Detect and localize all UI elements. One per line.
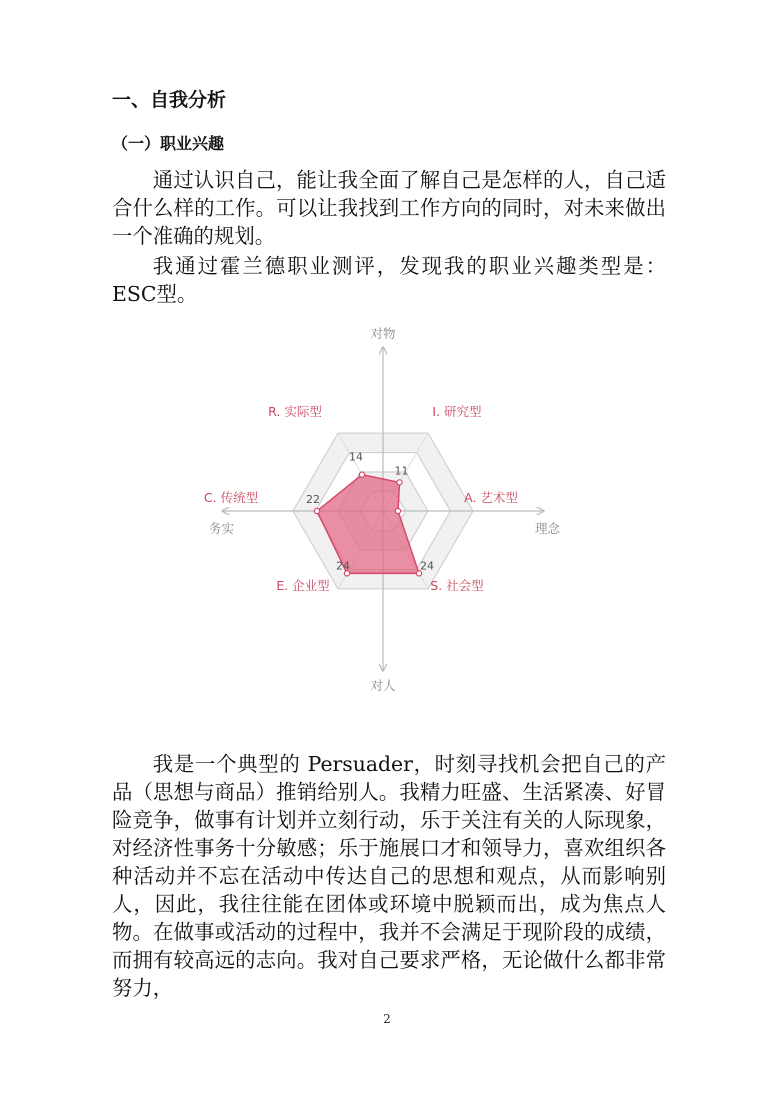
paragraph-intro: 通过认识自己，能让我全面了解自己是怎样的人，自己适合什么样的工作。可以让我找到工作方向的同时，对未来做出一个准确的规划。 [112,168,666,248]
value-label-4: 24 [420,559,434,573]
data-point-3 [395,508,400,513]
section-heading: 一、自我分析 [112,89,227,111]
value-label-5: 24 [336,559,350,573]
category-label-6: C. 传统型 [203,490,259,505]
axis-label-bottom: 对人 [370,678,396,693]
axis-label-left: 务实 [209,521,235,536]
value-label-2: 11 [394,464,409,478]
category-label-2: I. 研究型 [432,404,482,419]
holland-radar-chart [195,318,579,694]
axis-label-top: 对物 [370,326,396,341]
data-point-6 [314,508,319,513]
page-number: 2 [383,1012,391,1026]
category-label-5: E. 企业型 [276,578,330,593]
value-label-1: 14 [349,450,363,464]
paragraph-persuader: 我是一个典型的 Persuader，时刻寻找机会把自己的产品（思想与商品）推销给别人。我精力旺盛、生活紧凑、好冒险竞争，做事有计划并立刻行动，乐于关注有关的人际现象，对经济性事务十分敏感；乐于施展口才和领导力，喜欢组织各种活动并不忘在活动中传达自己的思想和观点，从而影响别人，因此，我往往能在团体或环境中脱颖而出，成为焦点人物。在做事或活动的过程中，我并不会满足于现阶段的成绩，而拥有较高远的志向。我对自己要求严格，无论做什么都非常努力， [112,752,666,1000]
category-label-1: R. 实际型 [268,404,322,419]
value-label-6: 22 [306,493,320,506]
axis-label-right: 理念 [535,521,561,536]
data-point-2 [397,480,402,485]
subsection-heading: （一）职业兴趣 [112,134,225,153]
data-point-1 [359,472,364,477]
category-label-4: S. 社会型 [430,578,484,593]
category-label-3: A. 艺术型 [464,490,518,505]
paragraph-test-result: 我通过霍兰德职业测评，发现我的职业兴趣类型是：ESC型。 [112,254,666,306]
